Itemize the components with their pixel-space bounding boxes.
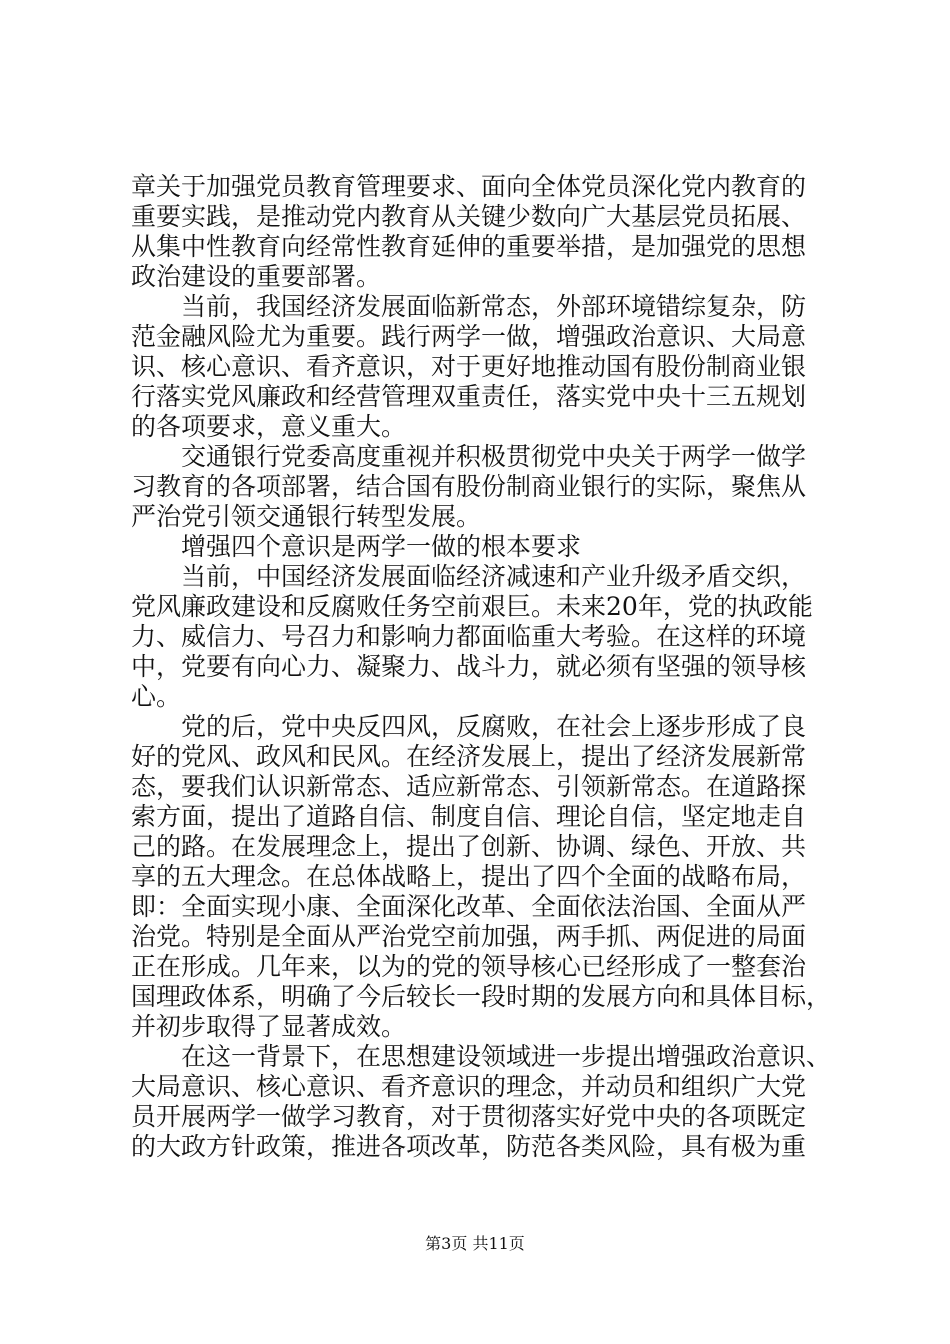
text-line: 索方面，提出了道路自信、制度自信、理论自信，坚定地走自 [131,802,807,831]
text-line: 态，要我们认识新常态、适应新常态、引领新常态。在道路探 [131,772,807,801]
text-line: 从集中性教育向经常性教育延伸的重要举措，是加强党的思想 [131,232,807,261]
text-line: 己的路。在发展理念上，提出了创新、协调、绿色、开放、共 [131,832,807,861]
text-line: 识、核心意识、看齐意识，对于更好地推动国有股份制商业银 [131,352,807,381]
text-line: 政治建设的重要部署。 [131,262,382,291]
text-line: 员开展两学一做学习教育，对于贯彻落实好党中央的各项既定 [131,1102,807,1131]
text-line: 的各项要求，意义重大。 [131,412,407,441]
text-line: 中，党要有向心力、凝聚力、战斗力，就必须有坚强的领导核 [131,652,807,681]
text-line: 的大政方针政策，推进各项改革，防范各类风险，具有极为重 [131,1132,807,1161]
text-line: 交通银行党委高度重视并积极贯彻党中央关于两学一做学 [131,442,807,471]
text-line: 好的党风、政风和民风。在经济发展上，提出了经济发展新常 [131,742,807,771]
text-line: 即：全面实现小康、全面深化改革、全面依法治国、全面从严 [131,892,807,921]
text-line: 党的后，党中央反四风，反腐败，在社会上逐步形成了良 [131,712,807,741]
text-line: 增强四个意识是两学一做的根本要求 [131,532,582,561]
document-body [131,172,831,1162]
text-line: 正在形成。几年来，以为的党的领导核心已经形成了一整套治 [131,952,807,981]
text-line: 章关于加强党员教育管理要求、面向全体党员深化党内教育的 [131,172,807,201]
text-line: 享的五大理念。在总体战略上，提出了四个全面的战略布局， [131,862,807,891]
text-line: 在这一背景下，在思想建设领域进一步提出增强政治意识、 [131,1042,831,1071]
text-line: 重要实践，是推动党内教育从关键少数向广大基层党员拓展、 [131,202,807,231]
text-line: 大局意识、核心意识、看齐意识的理念，并动员和组织广大党 [131,1072,807,1101]
text-line: 当前，我国经济发展面临新常态，外部环境错综复杂，防 [131,292,807,321]
text-line: 范金融风险尤为重要。践行两学一做，增强政治意识、大局意 [131,322,807,351]
text-line: 行落实党风廉政和经营管理双重责任，落实党中央十三五规划 [131,382,807,411]
text-line: 治党。特别是全面从严治党空前加强，两手抓、两促进的局面 [131,922,807,951]
text-line: 并初步取得了显著成效。 [131,1012,407,1041]
text-line: 当前，中国经济发展面临经济减速和产业升级矛盾交织， [131,562,807,591]
page-footer: 第3页 共11页 [425,1234,525,1253]
text-line: 习教育的各项部署，结合国有股份制商业银行的实际，聚焦从 [131,472,807,501]
text-line: 心。 [131,682,182,711]
text-line: 严治党引领交通银行转型发展。 [131,502,482,531]
text-line: 党风廉政建设和反腐败任务空前艰巨。未来20年，党的执政能 [131,592,813,621]
text-line: 国理政体系，明确了今后较长一段时期的发展方向和具体目标， [131,982,831,1011]
text-line: 力、威信力、号召力和影响力都面临重大考验。在这样的环境 [131,622,807,651]
